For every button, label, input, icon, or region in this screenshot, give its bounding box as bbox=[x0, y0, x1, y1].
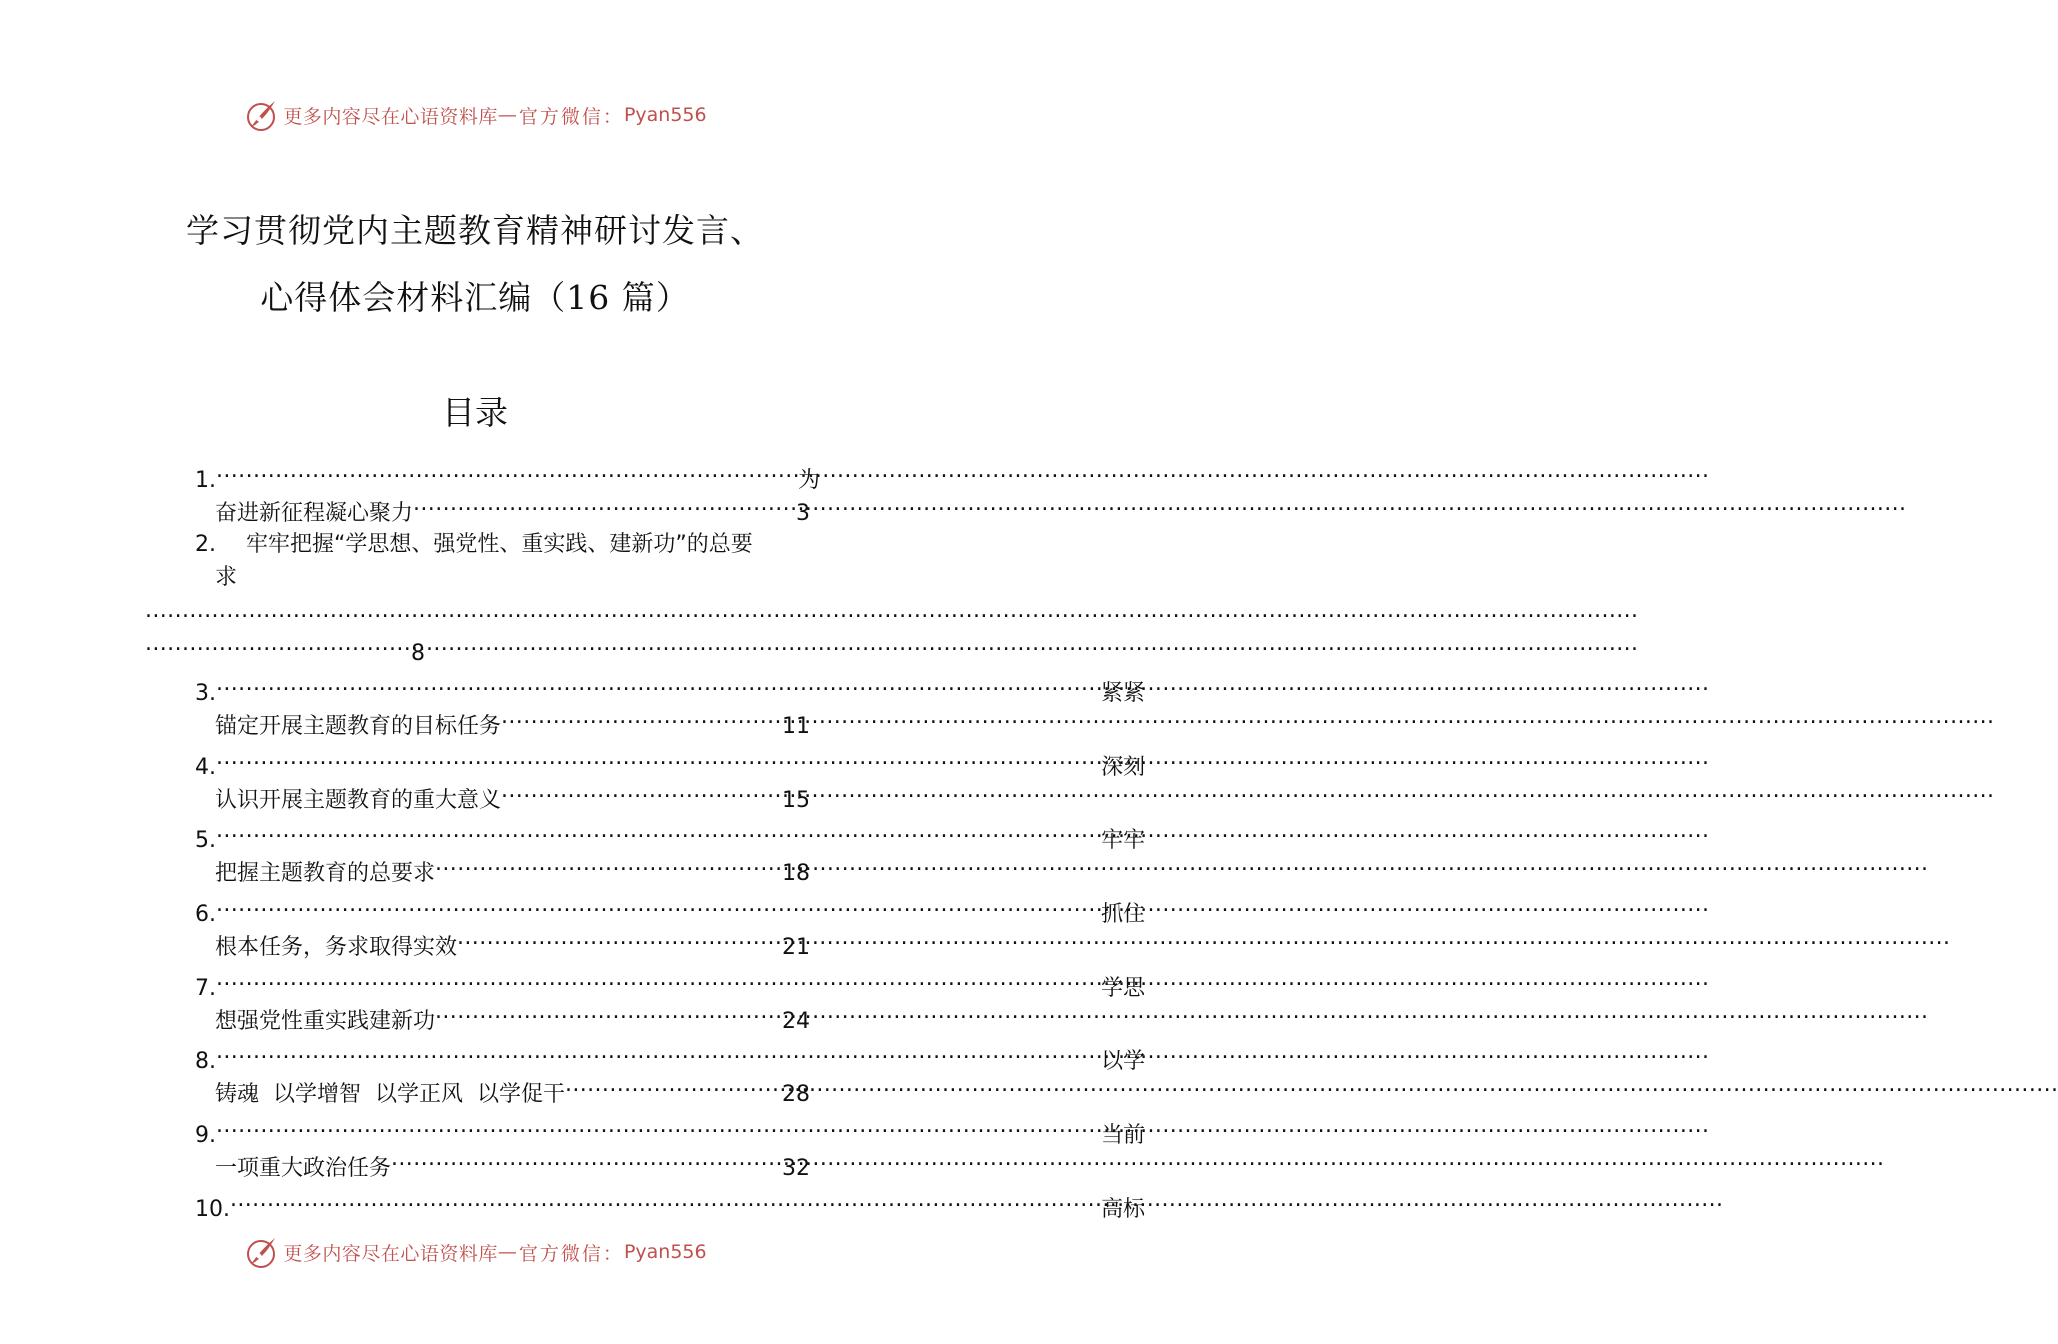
watermark-right-text: 官方微信： bbox=[518, 105, 624, 128]
document-title-line1: 学习贯彻党内主题教育精神研讨发言、 bbox=[186, 211, 764, 250]
toc-entry-5-line1[interactable]: 5. ..... 牢牢 bbox=[195, 815, 1145, 847]
toc-entry-8-line2[interactable]: 铸魂 以学增智 以学正风 以学促干 ..... 28 bbox=[215, 1069, 810, 1101]
toc-entry-8-line1[interactable]: 8. ..... 以学 bbox=[195, 1036, 1145, 1068]
toc-entry-1-line1[interactable]: 1. ..... 为 bbox=[195, 455, 820, 487]
toc-entry-10-line1[interactable]: 10. ..... 高标 bbox=[195, 1184, 1145, 1216]
watermark-right-text: 官方微信： bbox=[518, 1242, 624, 1265]
watermark-wechat-id: Pyan556 bbox=[623, 104, 707, 126]
watermark-dash: — bbox=[497, 104, 519, 126]
toc-entry-2-page-line[interactable]: ..... 8 bbox=[145, 628, 425, 660]
toc-entry-9-line1[interactable]: 9. ..... 当前 bbox=[195, 1110, 1145, 1142]
toc-entry-7-line2[interactable]: 想强党性重实践建新功 ..... 24 bbox=[215, 996, 810, 1028]
document-title-line2: 心得体会材料汇编（16 篇） bbox=[260, 278, 690, 317]
watermark-left-text: 更多内容尽在心语资料库 bbox=[283, 1242, 498, 1265]
toc-entry-3-line2[interactable]: 锚定开展主题教育的目标任务 ..... 11 bbox=[215, 701, 810, 733]
toc-entry-3-line1[interactable]: 3. ..... 紧紧 bbox=[195, 668, 1145, 700]
quill-logo-icon bbox=[243, 97, 279, 133]
watermark-wechat-id: Pyan556 bbox=[623, 1241, 707, 1263]
toc-entry-2-dots bbox=[145, 595, 833, 627]
toc-entry-2-line2[interactable]: 求 bbox=[215, 565, 238, 590]
toc-entry-4-line2[interactable]: 认识开展主题教育的重大意义 ..... 15 bbox=[215, 775, 810, 807]
watermark-header bbox=[0, 95, 950, 135]
watermark-footer bbox=[0, 1232, 950, 1272]
toc-entry-6-line2[interactable]: 根本任务，务求取得实效 ..... 21 bbox=[215, 922, 810, 954]
quill-logo-icon bbox=[243, 1234, 279, 1270]
toc-entry-5-line2[interactable]: 把握主题教育的总要求 ..... 18 bbox=[215, 848, 810, 880]
toc-entry-4-line1[interactable]: 4. ..... 深刻 bbox=[195, 742, 1145, 774]
toc-entry-7-line1[interactable]: 7. ..... 学思 bbox=[195, 963, 1145, 995]
watermark-left-text: 更多内容尽在心语资料库 bbox=[283, 105, 498, 128]
toc-entry-1-line2[interactable]: 奋进新征程凝心聚力 ..... 3 bbox=[215, 488, 810, 520]
watermark-dash: — bbox=[497, 1241, 519, 1263]
toc-entry-2-line1[interactable]: 2. 牢牢把握“学思想、强党性、重实践、建新功”的总要 bbox=[195, 532, 753, 557]
toc-entry-6-line1[interactable]: 6. ..... 抓住 bbox=[195, 889, 1145, 921]
toc-heading: 目录 bbox=[442, 393, 508, 432]
toc-entry-9-line2[interactable]: 一项重大政治任务 ..... 32 bbox=[215, 1143, 810, 1175]
